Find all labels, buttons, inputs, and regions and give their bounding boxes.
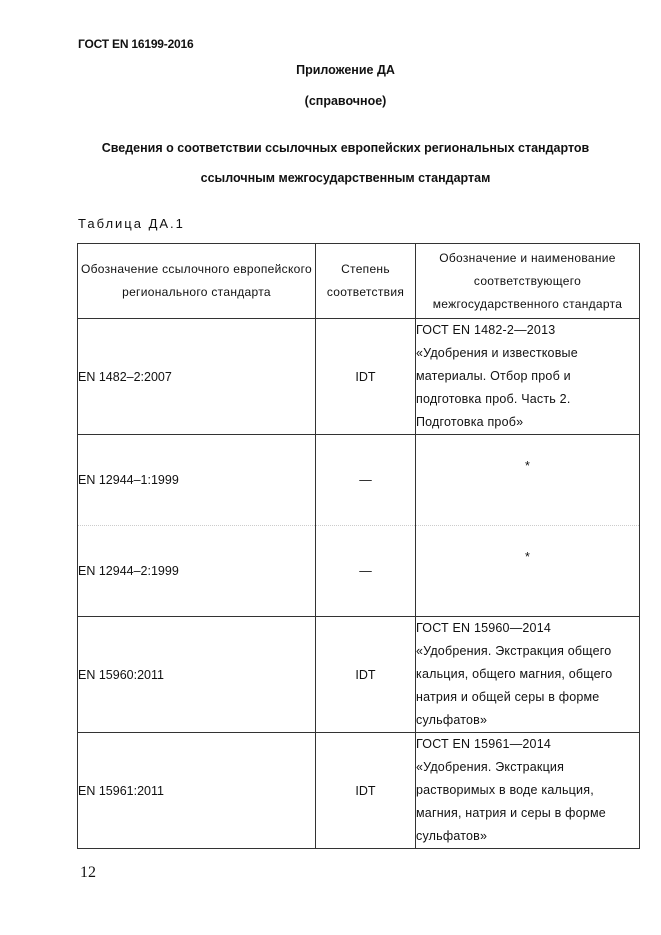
appendix-title: Приложение ДА	[296, 63, 395, 77]
description-line: подготовка проб. Часть 2.	[416, 392, 571, 406]
cell-degree: IDT	[316, 617, 416, 733]
description-line: сульфатов»	[416, 829, 488, 843]
column-header-degree-text: Степень соответствия	[326, 262, 405, 299]
footnote-asterisk: *	[524, 459, 531, 473]
description-line: материалы. Отбор проб и	[416, 369, 571, 383]
table-row	[78, 617, 640, 733]
table-row	[78, 435, 640, 526]
page-number: 12	[80, 864, 96, 881]
cell-degree: IDT	[316, 733, 416, 849]
cell-degree: IDT	[316, 319, 416, 435]
description-line: натрия и общей серы в форме	[416, 690, 600, 704]
description-line: кальция, общего магния, общего	[416, 667, 613, 681]
cell-reference: EN 12944–1:1999	[78, 435, 316, 526]
description-line: «Удобрения и известковые	[416, 346, 578, 360]
description-line: растворимых в воде кальция,	[416, 783, 594, 797]
description-line: магния, натрия и серы в форме	[416, 806, 606, 820]
cell-degree: —	[316, 435, 416, 526]
description-line: «Удобрения. Экстракция	[416, 760, 565, 774]
column-header-reference-text: Обозначение ссылочного европейского регионального стандарта	[80, 262, 312, 299]
cell-description	[416, 526, 640, 617]
document-id: ГОСТ EN 16199-2016	[78, 37, 194, 51]
cell-description	[416, 435, 640, 526]
table-row	[78, 526, 640, 617]
cell-degree: —	[316, 526, 416, 617]
appendix-heading-line1: Сведения о соответствии ссылочных европейских региональных стандартов	[101, 141, 590, 155]
description-line: Подготовка проб»	[416, 415, 524, 429]
cell-description	[416, 319, 640, 435]
column-header-degree	[316, 244, 416, 319]
appendix-subtitle: (справочное)	[304, 94, 387, 108]
cell-reference: EN 12944–2:1999	[78, 526, 316, 617]
table-label: Таблица ДА.1	[78, 216, 185, 231]
footnote-asterisk: *	[524, 550, 531, 564]
description-line: сульфатов»	[416, 713, 488, 727]
cell-reference: EN 15961:2011	[78, 733, 316, 849]
description-line: ГОСТ EN 15961—2014	[416, 737, 552, 751]
cell-reference: EN 1482–2:2007	[78, 319, 316, 435]
cell-reference: EN 15960:2011	[78, 617, 316, 733]
table-row	[78, 733, 640, 849]
cell-description	[416, 733, 640, 849]
correspondence-table	[77, 243, 640, 849]
table-row	[78, 319, 640, 435]
description-line: «Удобрения. Экстракция общего	[416, 644, 612, 658]
description-line: ГОСТ EN 15960—2014	[416, 621, 552, 635]
description-line: ГОСТ EN 1482-2—2013	[416, 323, 556, 337]
table-header-row	[78, 244, 640, 319]
column-header-interstate-text: Обозначение и наименование соответствующего межгосударственного стандарта	[432, 250, 623, 311]
column-header-interstate	[416, 244, 640, 319]
column-header-reference	[78, 244, 316, 319]
appendix-heading-line2: ссылочным межгосударственным стандартам	[200, 171, 491, 185]
cell-description	[416, 617, 640, 733]
